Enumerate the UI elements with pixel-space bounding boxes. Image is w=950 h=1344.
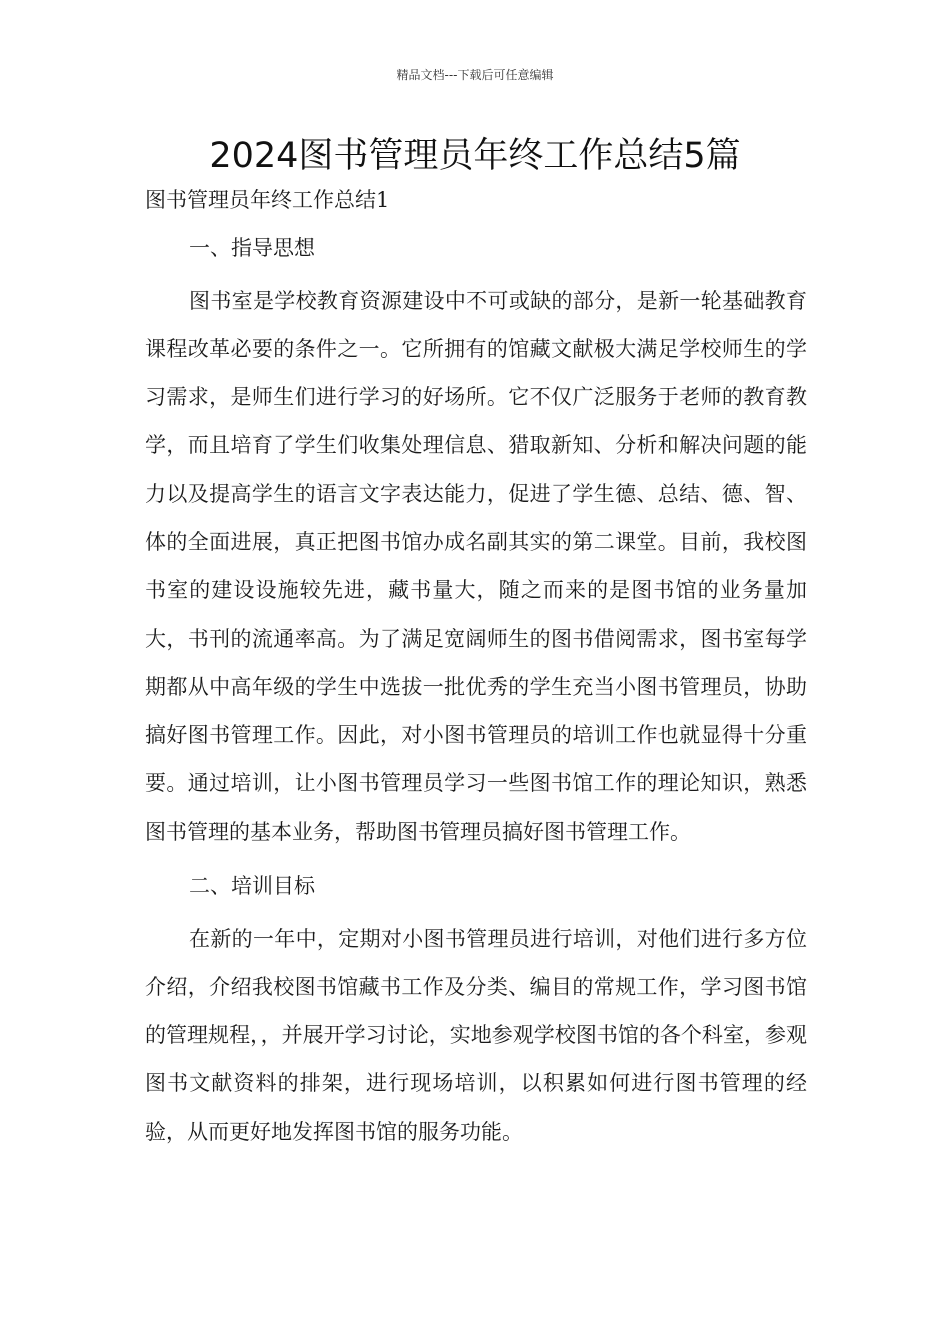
document-body: [145, 183, 807, 1156]
section-heading-guiding-ideology: 一、指导思想: [189, 236, 315, 260]
paragraph-training-goals: 在新的一年中，定期对小图书管理员进行培训，对他们进行多方位介绍，介绍我校图书馆藏书工作及分类、编目的常规工作，学习图书馆的管理规程，，并展开学习讨论，实地参观学校图书馆的各个科室，参观图书文献资料的排架，进行现场培训，以积累如何进行图书管理的经验，从而更好地发挥图书馆的服务功能。: [145, 926, 807, 1144]
paragraph-guiding-ideology: 图书室是学校教育资源建设中不可或缺的部分，是新一轮基础教育课程改革必要的条件之一。它所拥有的馆藏文献极大满足学校师生的学习需求，是师生们进行学习的好场所。它不仅广泛服务于老师的教育教学，而且培育了学生们收集处理信息、猎取新知、分析和解决问题的能力以及提高学生的语言文字表达能力，促进了学生德、总结、德、智、体的全面进展，真正把图书馆办成名副其实的第二课堂。目前，我校图书室的建设设施较先进，藏书量大，随之而来的是图书馆的业务量加大，书刊的流通率高。为了满足宽阔师生的图书借阅需求，图书室每学期都从中高年级的学生中选拔一批优秀的学生充当小图书管理员，协助搞好图书管理工作。因此，对小图书管理员的培训工作也就显得十分重要。通过培训，让小图书管理员学习一些图书馆工作的理论知识，熟悉图书管理的基本业务，帮助图书管理员搞好图书管理工作。: [145, 288, 807, 844]
section-subtitle: 图书管理员年终工作总结1: [145, 188, 390, 212]
document-title: 2024图书管理员年终工作总结5篇: [209, 136, 741, 176]
header-note: 精品文档---下载后可任意编辑: [396, 68, 554, 82]
section-heading-training-goals: 二、培训目标: [189, 874, 315, 899]
